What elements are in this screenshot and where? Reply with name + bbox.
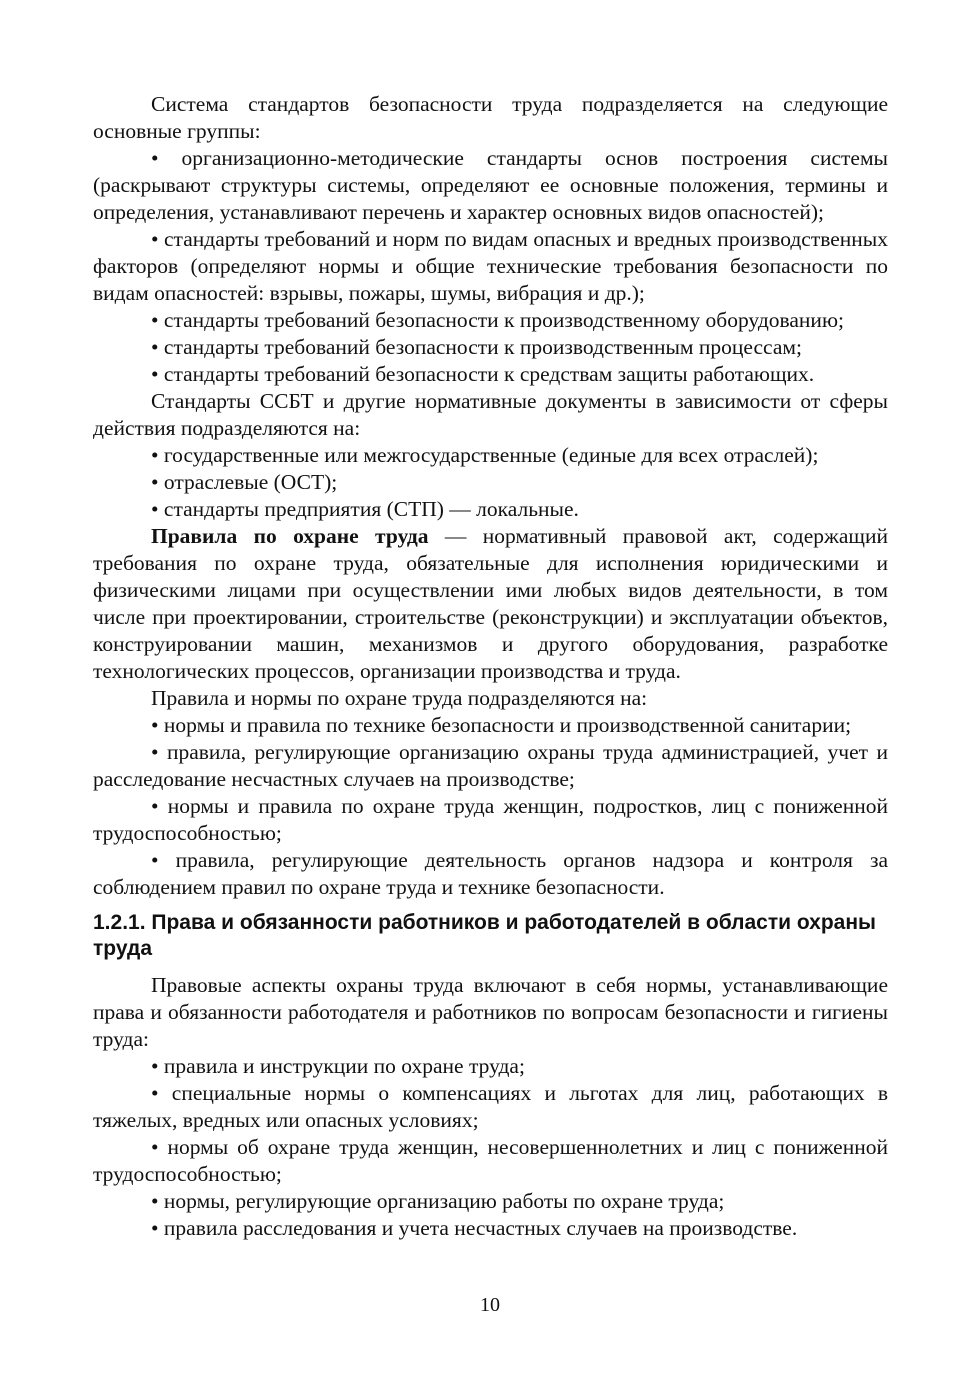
paragraph-legal-aspects: Правовые аспекты охраны труда включают в себя нормы, устанавливающие права и обязанности работодателя и работников по вопросам безопасности и гигиены труда: [93, 973, 888, 1051]
list-item-minors: • нормы об охране труда женщин, несовершеннолетних и лиц с пониженной трудоспособностью; [93, 1135, 888, 1186]
list-item-state: • государственные или межгосударственные (единые для всех отраслей); [151, 443, 819, 467]
list-item-hazard-factors: • стандарты требований и норм по видам опасных и вредных производственных факторов (определяют нормы и общие технические требования безопасности по видам опасностей: взрывы, пожары, шумы, вибрация и др.); [93, 227, 888, 305]
list-item-instructions: • правила и инструкции по охране труда; [151, 1054, 525, 1078]
paragraph-rules-definition [93, 523, 888, 685]
section-heading: 1.2.1. Права и обязанности работников и работодателей в области охраны труда [93, 911, 876, 960]
list-item-investigation: • правила расследования и учета несчастных случаев на производстве. [151, 1216, 798, 1240]
list-item-safety-sanitation: • нормы и правила по технике безопасности и производственной санитарии; [151, 713, 852, 737]
page-number: 10 [480, 1294, 500, 1316]
paragraph-ssbt: Стандарты ССБТ и другие нормативные документы в зависимости от сферы действия подразделяются на: [93, 389, 888, 440]
list-item-processes: • стандарты требований безопасности к производственным процессам; [151, 335, 802, 359]
list-item-women-teens: • нормы и правила по охране труда женщин, подростков, лиц с пониженной трудоспособностью; [93, 794, 888, 845]
paragraph-rules-types: Правила и нормы по охране труда подразделяются на: [151, 686, 648, 710]
list-item-protection: • стандарты требований безопасности к средствам защиты работающих. [151, 362, 815, 386]
rules-definition-text: — нормативный правовой акт, содержащий требования по охране труда, обязательные для исполнения юридическими и физическими лицами при осуществлении ими любых видов деятельности, в том числе при проектировании, строительстве (реконструкции) и эксплуатации объектов, конструировании машин, механизмов и другого оборудования, разработке технологических процессов, организации производства и труда. [93, 524, 888, 683]
list-item-supervision: • правила, регулирующие деятельность органов надзора и контроля за соблюдением правил по охране труда и технике безопасности. [93, 848, 888, 899]
list-item-organizational: • организационно-методические стандарты основ построения системы (раскрывают структуры системы, определяют ее основные положения, термины и определения, устанавливают перечень и характер основных видов опасностей); [93, 146, 888, 224]
term-rules: Правила по охране труда [151, 524, 429, 548]
list-item-administration: • правила, регулирующие организацию охраны труда администрацией, учет и расследование несчастных случаев на производстве; [93, 740, 888, 791]
list-item-equipment: • стандарты требований безопасности к производственному оборудованию; [151, 308, 844, 332]
list-item-organization: • нормы, регулирующие организацию работы по охране труда; [151, 1189, 725, 1213]
list-item-enterprise: • стандарты предприятия (СТП) — локальные. [151, 497, 579, 521]
paragraph-intro: Система стандартов безопасности труда подразделяется на следующие основные группы: [93, 92, 888, 143]
list-item-industry: • отраслевые (ОСТ); [151, 470, 338, 494]
list-item-compensation: • специальные нормы о компенсациях и льготах для лиц, работающих в тяжелых, вредных или опасных условиях; [93, 1081, 888, 1132]
